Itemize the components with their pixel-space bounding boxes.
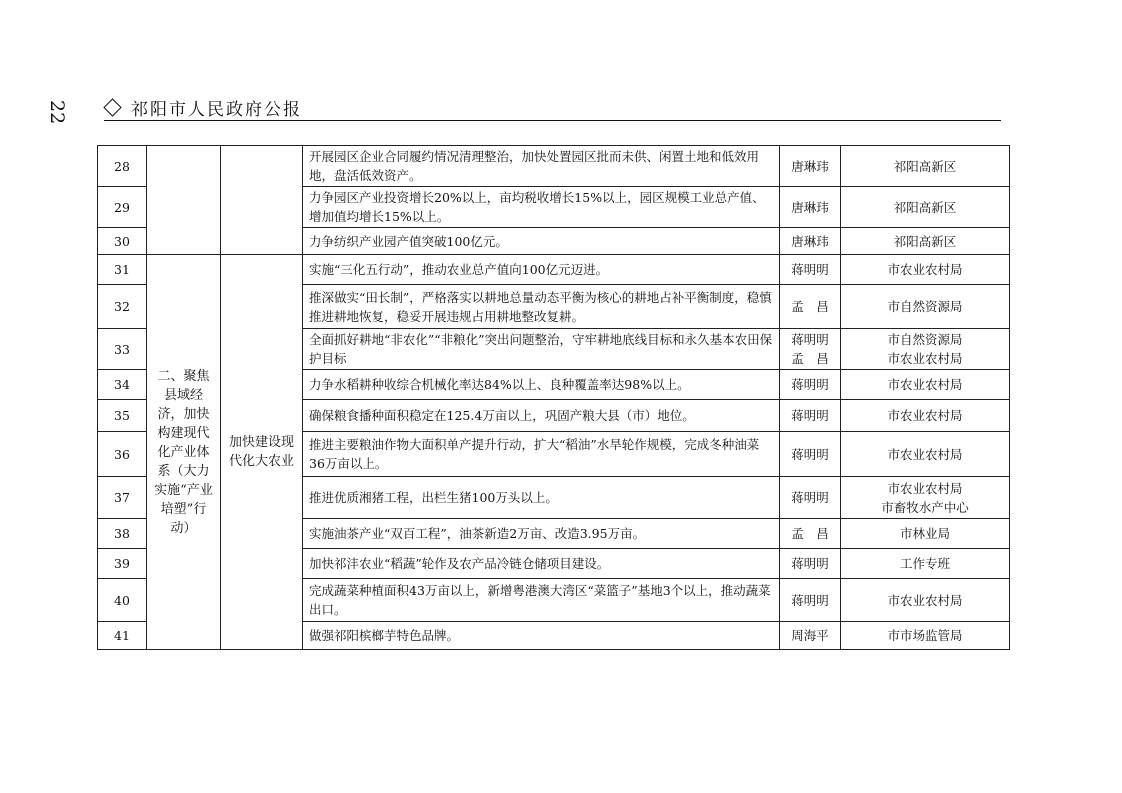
leader-name: 蒋明明: [791, 490, 829, 505]
row-number: 34: [98, 370, 147, 400]
task-description: 完成蔬菜种植面积43万亩以上，新增粤港澳大湾区“菜篮子”基地3个以上，推动蔬菜出口。: [303, 579, 780, 622]
header-rule: [104, 120, 1001, 121]
responsible-unit: [841, 285, 1010, 329]
task-description: 推进优质湘猪工程，出栏生猪100万头以上。: [303, 477, 780, 519]
responsible-leader: [780, 579, 841, 622]
responsible-leader: [780, 549, 841, 579]
task-description: 确保粮食播种面积稳定在125.4万亩以上，巩固产粮大县（市）地位。: [303, 400, 780, 432]
unit-name: 市自然资源局: [887, 332, 963, 347]
responsible-unit: [841, 579, 1010, 622]
row-number: 32: [98, 285, 147, 329]
leader-name: 蒋明明: [791, 446, 829, 462]
responsible-unit: [841, 400, 1010, 432]
row-number: 40: [98, 579, 147, 622]
unit-name: 市畜牧水产中心: [881, 499, 969, 515]
row-number: 31: [98, 255, 147, 285]
unit-name: 市农业农村局: [887, 480, 963, 496]
responsible-unit: [841, 370, 1010, 400]
row-number: 29: [98, 187, 147, 228]
responsible-leader: [780, 187, 841, 228]
responsible-leader: [780, 228, 841, 255]
category-cell: 二、聚焦县域经济，加快构建现代化产业体系（大力实施“产业培塑”行动）: [147, 255, 221, 650]
row-number: 39: [98, 549, 147, 579]
row-number: 36: [98, 432, 147, 477]
responsible-leader: [780, 477, 841, 519]
task-description: 加快祁沣农业“稻蔬”轮作及农产品冷链仓储项目建设。: [303, 549, 780, 579]
responsible-unit: [841, 432, 1010, 477]
leader-name: 唐琳玮: [791, 158, 829, 174]
row-number: 35: [98, 400, 147, 432]
task-description: 推深做实“田长制”，严格落实以耕地总量动态平衡为核心的耕地占补平衡制度，稳慎推进耕地恢复，稳妥开展违规占用耕地整改复耕。: [303, 285, 780, 329]
task-description: 实施“三化五行动”，推动农业总产值向100亿元迈进。: [303, 255, 780, 285]
table-row: [98, 146, 1010, 187]
row-number: 37: [98, 477, 147, 519]
task-description: 做强祁阳槟榔芋特色品牌。: [303, 622, 780, 650]
leader-name: 蒋明明: [791, 262, 829, 277]
page-number: 22: [46, 100, 68, 125]
table-body: [98, 146, 1010, 650]
leader-name: 蒋明明: [791, 377, 829, 392]
row-number: 28: [98, 146, 147, 187]
row-number: 33: [98, 329, 147, 370]
unit-name: 市农业农村局: [887, 351, 963, 366]
diamond-icon: [103, 98, 121, 116]
task-description: 实施油茶产业“双百工程”，油茶新造2万亩、改造3.95万亩。: [303, 519, 780, 549]
responsible-leader: [780, 370, 841, 400]
responsible-leader: [780, 255, 841, 285]
unit-name: 市农业农村局: [887, 408, 963, 423]
leader-name: 孟 昌: [791, 351, 829, 366]
unit-name: 市自然资源局: [887, 299, 963, 314]
unit-name: 市农业农村局: [887, 377, 963, 392]
unit-name: 祁阳高新区: [893, 158, 957, 174]
responsible-leader: [780, 622, 841, 650]
unit-name: 市农业农村局: [887, 262, 963, 277]
responsible-unit: [841, 519, 1010, 549]
leader-name: 周海平: [791, 628, 829, 643]
subcategory-cell: 加快建设现代化大农业: [221, 255, 303, 650]
row-number: 41: [98, 622, 147, 650]
leader-name: 唐琳玮: [791, 199, 829, 215]
responsible-unit: [841, 549, 1010, 579]
leader-name: 蒋明明: [791, 556, 829, 571]
responsible-leader: [780, 146, 841, 187]
task-description: 力争园区产业投资增长20%以上，亩均税收增长15%以上，园区规模工业总产值、增加值均增长15%以上。: [303, 187, 780, 228]
task-description: 全面抓好耕地“非农化”“非粮化”突出问题整治，守牢耕地底线目标和永久基本农田保护目标: [303, 329, 780, 370]
responsible-unit: [841, 255, 1010, 285]
responsible-leader: [780, 285, 841, 329]
leader-name: 蒋明明: [791, 408, 829, 423]
responsible-unit: [841, 329, 1010, 370]
unit-name: 祁阳高新区: [893, 233, 957, 249]
responsible-leader: [780, 400, 841, 432]
table-row: [98, 255, 1010, 285]
leader-name: 唐琳玮: [791, 233, 829, 249]
unit-name: 工作专班: [899, 556, 950, 571]
unit-name: 市林业局: [899, 526, 950, 541]
task-description: 推进主要粮油作物大面积单产提升行动，扩大“稻油”水旱轮作规模，完成冬种油菜36万亩以上。: [303, 432, 780, 477]
subcategory-cell-empty: [221, 146, 303, 255]
task-description: 力争纺织产业园产值突破100亿元。: [303, 228, 780, 255]
responsible-unit: [841, 477, 1010, 519]
responsible-unit: [841, 187, 1010, 228]
leader-name: 蒋明明: [791, 332, 829, 347]
responsible-leader: [780, 329, 841, 370]
responsible-leader: [780, 432, 841, 477]
responsible-unit: [841, 622, 1010, 650]
responsible-unit: [841, 228, 1010, 255]
row-number: 30: [98, 228, 147, 255]
page-header: [104, 95, 302, 120]
leader-name: 孟 昌: [791, 526, 829, 541]
responsible-unit: [841, 146, 1010, 187]
unit-name: 市农业农村局: [887, 592, 963, 608]
unit-name: 市农业农村局: [887, 446, 963, 462]
task-description: 开展园区企业合同履约情况清理整治，加快处置园区批而未供、闲置土地和低效用地，盘活低效资产。: [303, 146, 780, 187]
category-cell-empty: [147, 146, 221, 255]
leader-name: 蒋明明: [791, 592, 829, 608]
unit-name: 市市场监管局: [887, 628, 963, 643]
leader-name: 孟 昌: [791, 299, 829, 314]
unit-name: 祁阳高新区: [893, 199, 957, 215]
publication-title: 祁阳市人民政府公报: [131, 100, 302, 120]
task-description: 力争水稻耕种收综合机械化率达84%以上、良种覆盖率达98%以上。: [303, 370, 780, 400]
task-table: [97, 145, 1010, 650]
responsible-leader: [780, 519, 841, 549]
row-number: 38: [98, 519, 147, 549]
